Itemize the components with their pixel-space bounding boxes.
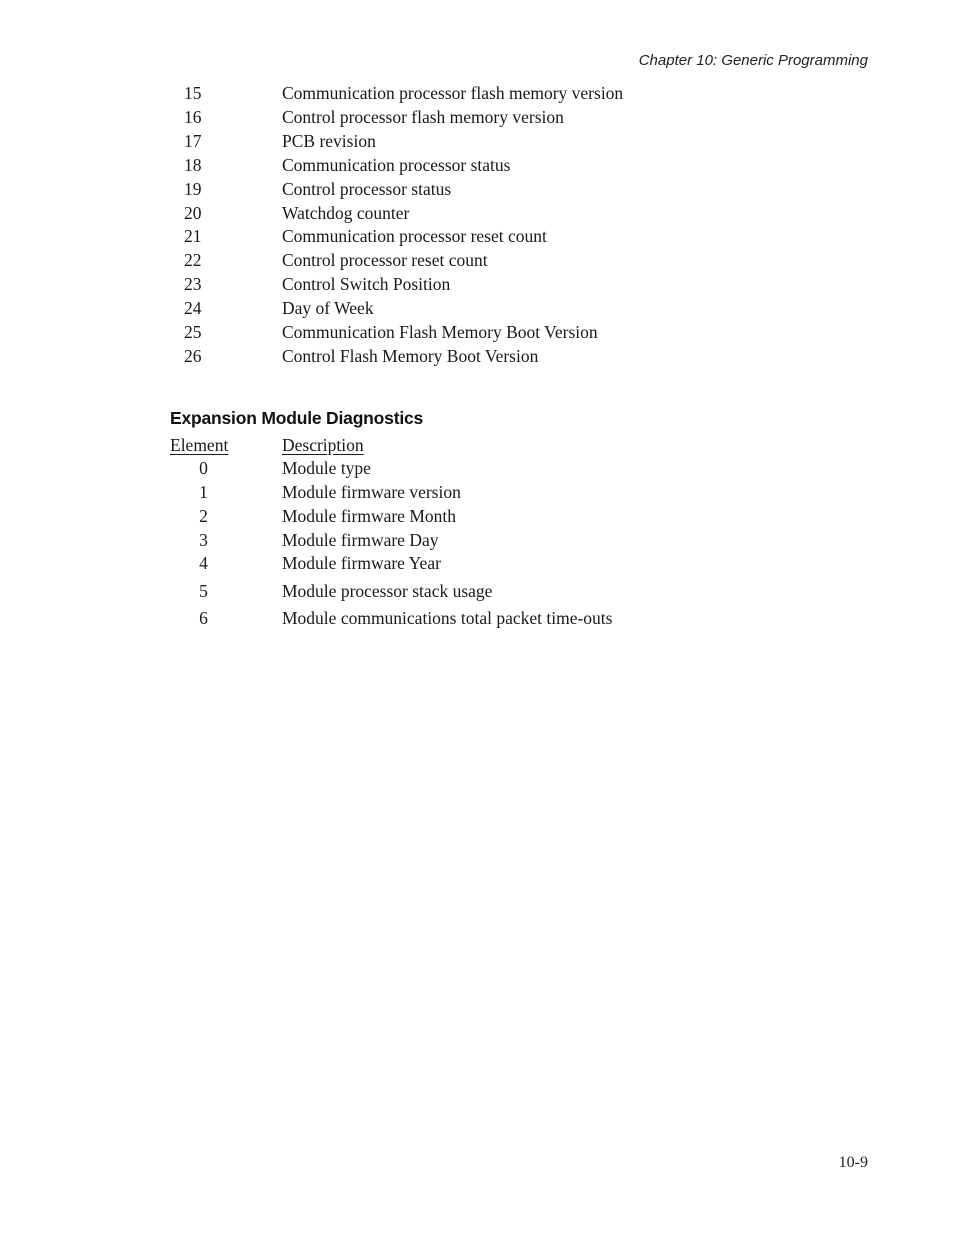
element-number: 20 (184, 203, 202, 223)
section-heading: Expansion Module Diagnostics (170, 408, 424, 428)
element-number: 21 (184, 226, 202, 246)
element-number: 5 (199, 581, 208, 601)
element-description: Control Switch Position (282, 274, 451, 294)
element-number: 23 (184, 274, 202, 294)
element-number: 19 (184, 179, 202, 199)
element-number: 18 (184, 155, 202, 175)
element-description: Module firmware Month (282, 506, 456, 526)
element-description: Module communications total packet time-outs (282, 608, 613, 628)
element-description: Communication processor status (282, 155, 511, 175)
element-number: 4 (199, 553, 208, 573)
element-description: Watchdog counter (282, 203, 410, 223)
element-number: 15 (184, 83, 202, 103)
element-description: Control Flash Memory Boot Version (282, 346, 539, 366)
element-number: 2 (199, 506, 208, 526)
column-header-element: Element (170, 435, 229, 455)
element-description: Module firmware Day (282, 530, 439, 550)
column-header-description: Description (282, 435, 364, 455)
element-number: 1 (199, 482, 208, 502)
element-number: 22 (184, 250, 202, 270)
element-number: 25 (184, 322, 202, 342)
element-description: Day of Week (282, 298, 374, 318)
page-number: 10-9 (838, 1154, 868, 1171)
element-description: Control processor reset count (282, 250, 488, 270)
element-number: 17 (184, 131, 202, 151)
element-description: Module type (282, 458, 371, 478)
element-description: Control processor flash memory version (282, 107, 564, 127)
running-header: Chapter 10: Generic Programming (638, 52, 868, 69)
element-number: 16 (184, 107, 202, 127)
element-description: Module firmware version (282, 482, 461, 502)
element-number: 6 (199, 608, 208, 628)
element-number: 24 (184, 298, 202, 318)
element-description: Communication processor reset count (282, 226, 547, 246)
element-description: Communication Flash Memory Boot Version (282, 322, 598, 342)
element-number: 26 (184, 346, 202, 366)
element-description: Control processor status (282, 179, 452, 199)
element-description: PCB revision (282, 131, 376, 151)
element-number: 0 (199, 458, 208, 478)
element-number: 3 (199, 530, 208, 550)
element-description: Module firmware Year (282, 553, 441, 573)
element-description: Communication processor flash memory version (282, 83, 624, 103)
element-description: Module processor stack usage (282, 581, 493, 601)
